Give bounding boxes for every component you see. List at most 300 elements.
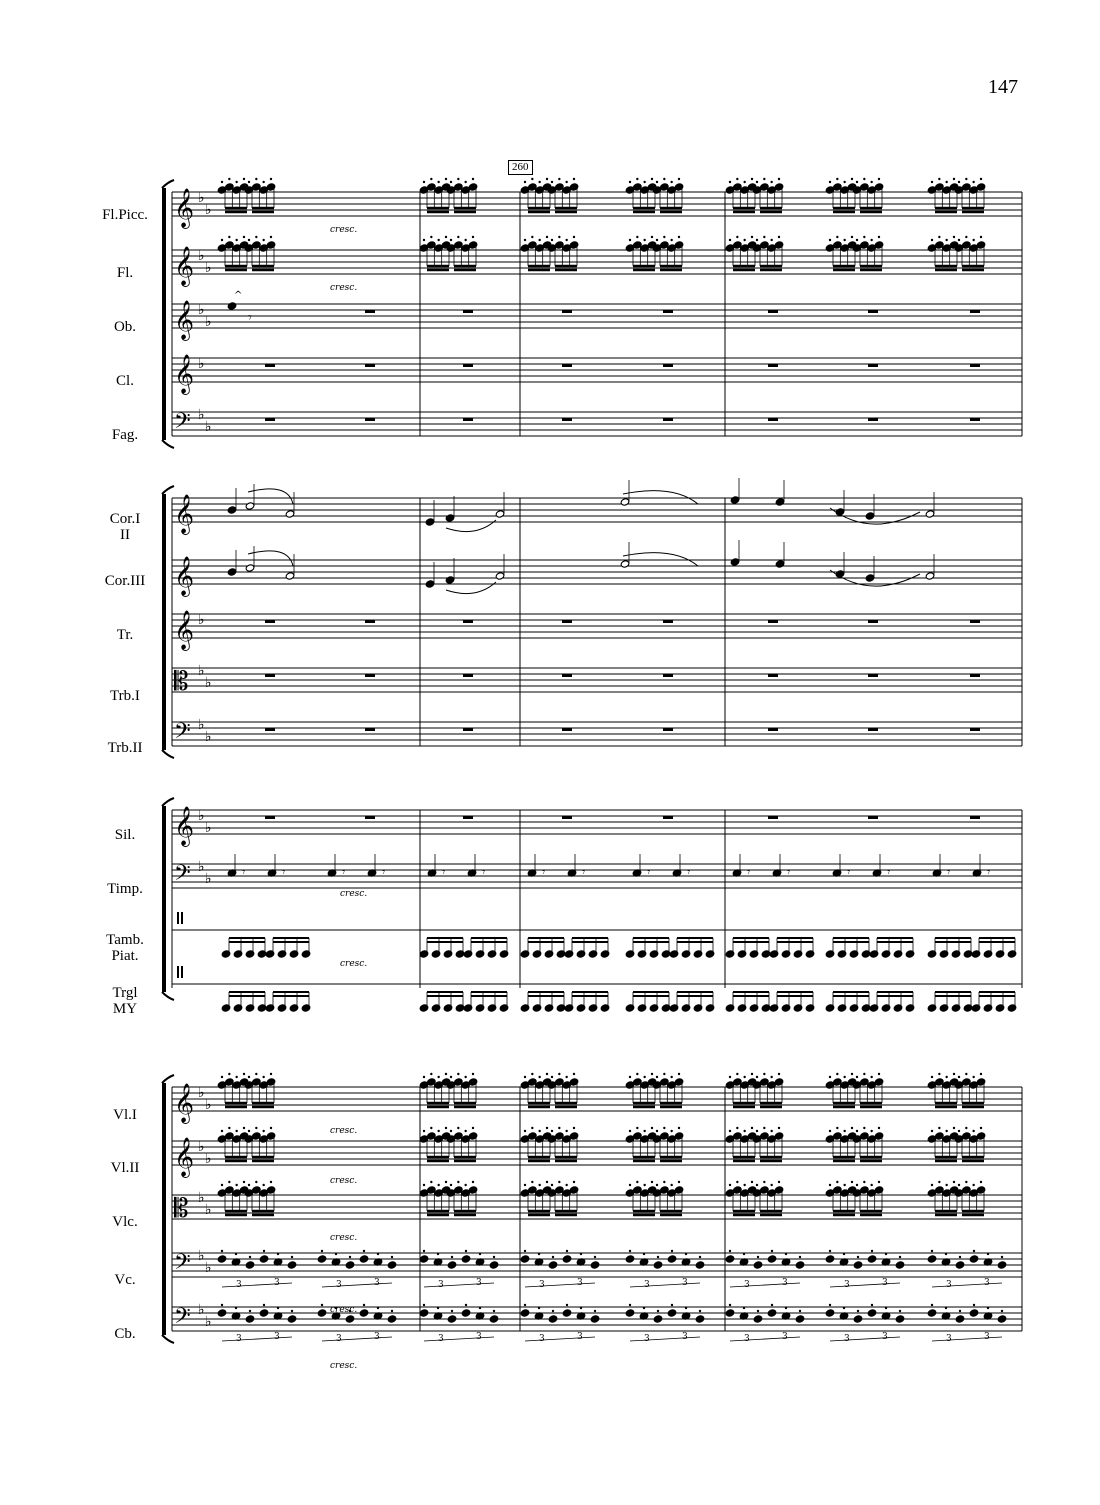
staccato-dot (228, 1073, 230, 1075)
staccato-dot (531, 1073, 533, 1075)
staccato-dot (558, 1127, 560, 1129)
label-tr: Tr. (116, 627, 134, 643)
staff-tr-rest (463, 620, 473, 623)
bass-note (853, 1315, 863, 1323)
staff-fag-rest (868, 418, 878, 421)
triplet-bracket (830, 1337, 900, 1341)
staccato-dot (799, 1256, 801, 1258)
staccato-dot (953, 1181, 955, 1183)
staccato-dot (472, 178, 474, 180)
staccato-dot (651, 1127, 653, 1129)
staccato-dot (391, 1310, 393, 1312)
triplet-number: 3 (844, 1280, 850, 1290)
staff-cor12-note (730, 496, 740, 504)
staff-trb1-rest (562, 674, 572, 677)
staccato-dot (445, 1127, 447, 1129)
staff-tr-rest (970, 620, 980, 623)
staccato-dot (423, 1076, 425, 1078)
staccato-dot (878, 1127, 880, 1129)
staccato-dot (430, 1127, 432, 1129)
staccato-dot (870, 239, 872, 241)
staccato-dot (248, 1076, 250, 1078)
staccato-dot (629, 239, 631, 241)
staccato-dot (221, 1250, 223, 1252)
staccato-dot (743, 181, 745, 183)
bass-note (825, 1309, 835, 1317)
staccato-dot (629, 1304, 631, 1306)
staccato-dot (430, 236, 432, 238)
staff-sil-rest (868, 816, 878, 819)
staccato-dot (756, 1184, 758, 1186)
staccato-dot (524, 1250, 526, 1252)
group-bracket (162, 494, 166, 750)
staccato-dot (524, 1304, 526, 1306)
triplet-number: 3 (539, 1280, 545, 1290)
staccato-dot (851, 236, 853, 238)
label-fag: Fag. (111, 427, 139, 443)
staccato-dot (629, 1130, 631, 1132)
staccato-dot (551, 239, 553, 241)
staccato-dot (885, 1307, 887, 1309)
staccato-dot (255, 236, 257, 238)
staccato-dot (778, 1073, 780, 1075)
staccato-dot (763, 236, 765, 238)
staccato-dot (270, 1127, 272, 1129)
staccato-dot (829, 239, 831, 241)
triplet-number: 3 (844, 1334, 850, 1344)
bracket-hook (162, 486, 174, 494)
staff-sil-rest (970, 816, 980, 819)
staff-trb1-rest (868, 674, 878, 677)
staccato-dot (335, 1253, 337, 1255)
bass-note (625, 1255, 635, 1263)
staccato-dot (450, 181, 452, 183)
bass-note (245, 1315, 255, 1323)
timp-rest: 𝄾 (947, 865, 951, 879)
staccato-dot (423, 1130, 425, 1132)
staccato-dot (437, 239, 439, 241)
staccato-dot (857, 1310, 859, 1312)
staccato-dot (856, 1076, 858, 1078)
staccato-dot (349, 1256, 351, 1258)
staccato-dot (524, 1130, 526, 1132)
staccato-dot (551, 1130, 553, 1132)
group-bracket (162, 1083, 166, 1335)
staccato-dot (663, 178, 665, 180)
staccato-dot (430, 1073, 432, 1075)
staff-cor12-note (925, 510, 935, 518)
staccato-dot (243, 1127, 245, 1129)
staff-trb1-rest (970, 674, 980, 677)
staccato-dot (729, 1250, 731, 1252)
label-ob: Ob. (113, 319, 137, 335)
staccato-dot (836, 1127, 838, 1129)
staff-trb2-rest (365, 728, 375, 731)
staff-trb2-rest (265, 728, 275, 731)
staff-fag-key: ♭ (198, 407, 205, 423)
bass-note (667, 1255, 677, 1263)
staccato-dot (451, 1310, 453, 1312)
staccato-dot (945, 181, 947, 183)
staccato-dot (565, 1076, 567, 1078)
staccato-dot (756, 239, 758, 241)
staccato-dot (870, 1076, 872, 1078)
staff-ob-rest (970, 310, 980, 313)
rehearsal-mark: 260 (508, 160, 533, 175)
bass-note (317, 1255, 327, 1263)
label-tamb: Tamb. Piat. (106, 932, 144, 964)
staccato-dot (756, 181, 758, 183)
triplet-bracket (730, 1283, 800, 1287)
staccato-dot (938, 236, 940, 238)
staccato-dot (450, 239, 452, 241)
group-bracket (162, 188, 166, 440)
staccato-dot (235, 181, 237, 183)
staccato-dot (878, 236, 880, 238)
staccato-dot (243, 178, 245, 180)
triplet-number: 3 (577, 1278, 583, 1288)
staff-ob-rest (562, 310, 572, 313)
staccato-dot (931, 1076, 933, 1078)
staff-tr-rest (365, 620, 375, 623)
staff-sil-rest (265, 816, 275, 819)
staff-cor3-note (445, 576, 455, 584)
staccato-dot (538, 1076, 540, 1078)
staccato-dot (656, 1076, 658, 1078)
staccato-dot (1001, 1256, 1003, 1258)
staccato-dot (277, 1253, 279, 1255)
staccato-dot (771, 1304, 773, 1306)
staccato-dot (524, 239, 526, 241)
staff-vla-clef: 𝄡 (174, 1194, 189, 1224)
label-cor3: Cor.III (104, 573, 146, 589)
bass-note (753, 1261, 763, 1269)
staccato-dot (538, 1130, 540, 1132)
staccato-dot (450, 1076, 452, 1078)
staccato-dot (863, 1181, 865, 1183)
staccato-dot (729, 1076, 731, 1078)
staff-picc-clef: 𝄞 (174, 188, 195, 228)
bass-note (653, 1261, 663, 1269)
staccato-dot (437, 1307, 439, 1309)
staccato-dot (972, 239, 974, 241)
staccato-dot (836, 236, 838, 238)
staccato-dot (953, 1073, 955, 1075)
bass-note (825, 1255, 835, 1263)
staccato-dot (871, 1304, 873, 1306)
staff-cb-key: ♭ (205, 1314, 212, 1330)
staff-trb1-rest (365, 674, 375, 677)
cresc-marking: cresc. (340, 959, 368, 969)
bass-note (217, 1309, 227, 1317)
triplet-bracket (322, 1337, 392, 1341)
bass-note (520, 1255, 530, 1263)
slur (623, 553, 698, 566)
group-bracket (162, 806, 166, 992)
staccato-dot (863, 178, 865, 180)
staccato-dot (778, 1181, 780, 1183)
staccato-dot (423, 181, 425, 183)
bass-note (653, 1315, 663, 1323)
staccato-dot (699, 1256, 701, 1258)
timp-rest: 𝄾 (747, 865, 751, 879)
staccato-dot (464, 239, 466, 241)
bass-note (867, 1255, 877, 1263)
staccato-dot (843, 1307, 845, 1309)
staff-tr-rest (768, 620, 778, 623)
timp-rest: 𝄾 (847, 865, 851, 879)
bass-note (867, 1309, 877, 1317)
staccato-dot (629, 1184, 631, 1186)
staff-trb2-clef: 𝄢 (174, 719, 191, 749)
staccato-dot (945, 239, 947, 241)
triplet-number: 3 (644, 1334, 650, 1344)
staff-vla-key: ♭ (205, 1202, 212, 1218)
staff-timp-clef: 𝄢 (174, 861, 191, 891)
triplet-number: 3 (682, 1332, 688, 1342)
triplet-number: 3 (274, 1332, 280, 1342)
staccato-dot (656, 239, 658, 241)
staccato-dot (670, 181, 672, 183)
staccato-dot (959, 1256, 961, 1258)
triplet-number: 3 (374, 1278, 380, 1288)
staccato-dot (656, 1184, 658, 1186)
staccato-dot (479, 1307, 481, 1309)
staccato-dot (843, 1076, 845, 1078)
bass-note (562, 1255, 572, 1263)
staccato-dot (958, 239, 960, 241)
staccato-dot (262, 1076, 264, 1078)
staccato-dot (657, 1256, 659, 1258)
staccato-dot (636, 1181, 638, 1183)
staccato-dot (743, 1307, 745, 1309)
timp-rest: 𝄾 (987, 865, 991, 879)
bass-note (767, 1309, 777, 1317)
staccato-dot (663, 1127, 665, 1129)
staccato-dot (643, 1184, 645, 1186)
staccato-dot (262, 1184, 264, 1186)
staccato-dot (243, 236, 245, 238)
staccato-dot (228, 1127, 230, 1129)
staccato-dot (636, 1073, 638, 1075)
bass-note (345, 1315, 355, 1323)
bass-note (590, 1261, 600, 1269)
staccato-dot (829, 1076, 831, 1078)
staccato-dot (248, 239, 250, 241)
staccato-dot (878, 178, 880, 180)
staff-trb2-rest (663, 728, 673, 731)
staccato-dot (565, 239, 567, 241)
triplet-number: 3 (946, 1280, 952, 1290)
triplet-number: 3 (946, 1334, 952, 1344)
staccato-dot (778, 1127, 780, 1129)
cresc-marking: cresc. (330, 225, 358, 235)
staccato-dot (885, 1253, 887, 1255)
staccato-dot (558, 178, 560, 180)
triplet-number: 3 (577, 1332, 583, 1342)
staccato-dot (235, 1130, 237, 1132)
staccato-dot (270, 1073, 272, 1075)
slur (248, 551, 293, 566)
staff-cb-clef: 𝄢 (174, 1304, 191, 1334)
staccato-dot (249, 1256, 251, 1258)
staccato-dot (538, 239, 540, 241)
staff-tr-rest (265, 620, 275, 623)
staccato-dot (546, 1127, 548, 1129)
triplet-number: 3 (438, 1334, 444, 1344)
staccato-dot (643, 1130, 645, 1132)
staff-vla-key: ♭ (198, 1190, 205, 1206)
staccato-dot (636, 1127, 638, 1129)
bracket-hook (162, 992, 174, 1000)
cresc-marking: cresc. (330, 1233, 358, 1243)
staff-picc-key: ♭ (205, 202, 212, 218)
staccato-dot (870, 1184, 872, 1186)
staccato-dot (685, 1307, 687, 1309)
staff-fl-key: ♭ (198, 248, 205, 264)
staccato-dot (479, 1253, 481, 1255)
staccato-dot (493, 1256, 495, 1258)
staccato-dot (594, 1256, 596, 1258)
staccato-dot (552, 1256, 554, 1258)
staff-cor3-clef: 𝄞 (174, 556, 195, 596)
staccato-dot (987, 1253, 989, 1255)
staccato-dot (221, 1076, 223, 1078)
staccato-dot (235, 1307, 237, 1309)
staccato-dot (763, 1073, 765, 1075)
staccato-dot (953, 178, 955, 180)
bass-note (625, 1309, 635, 1317)
label-trb1: Trb.I (110, 688, 140, 704)
staccato-dot (980, 1127, 982, 1129)
bass-note (419, 1255, 429, 1263)
staff-trb1-rest (768, 674, 778, 677)
staccato-dot (770, 181, 772, 183)
staccato-dot (423, 239, 425, 241)
label-trb2: Trb.II (107, 740, 143, 756)
staff-cor3-note (227, 568, 237, 576)
staccato-dot (763, 178, 765, 180)
triplet-number: 3 (782, 1332, 788, 1342)
staff-ob-rest (365, 310, 375, 313)
staccato-dot (629, 1076, 631, 1078)
bass-note (520, 1309, 530, 1317)
staccato-dot (899, 1310, 901, 1312)
triplet-number: 3 (236, 1280, 242, 1290)
staccato-dot (953, 236, 955, 238)
staff-tr-key: ♭ (198, 612, 205, 628)
staccato-dot (255, 1127, 257, 1129)
staccato-dot (663, 1073, 665, 1075)
staccato-dot (670, 1076, 672, 1078)
timp-rest: 𝄾 (242, 865, 246, 879)
staccato-dot (736, 1127, 738, 1129)
label-cb: Cb. (114, 1326, 136, 1342)
staccato-dot (829, 1304, 831, 1306)
staff-cl-key: ♭ (198, 356, 205, 372)
triplet-number: 3 (476, 1332, 482, 1342)
bass-note (795, 1261, 805, 1269)
staff-cor12-note (445, 514, 455, 522)
staccato-dot (235, 1076, 237, 1078)
triplet-number: 3 (744, 1334, 750, 1344)
triplet-bracket (630, 1337, 700, 1341)
staccato-dot (565, 181, 567, 183)
staccato-dot (636, 236, 638, 238)
staccato-dot (255, 1181, 257, 1183)
bass-note (969, 1255, 979, 1263)
staccato-dot (651, 236, 653, 238)
staccato-dot (771, 1250, 773, 1252)
timp-rest: 𝄾 (787, 865, 791, 879)
staff-cl-rest (463, 364, 473, 367)
bass-note (287, 1315, 297, 1323)
staccato-dot (763, 1181, 765, 1183)
staff-cor12-note (865, 512, 875, 520)
staff-cor3-note (865, 574, 875, 582)
timp-rest: 𝄾 (582, 865, 586, 879)
staff-vc-clef: 𝄢 (174, 1250, 191, 1280)
staccato-dot (566, 1250, 568, 1252)
staccato-dot (531, 1181, 533, 1183)
staccato-dot (457, 1181, 459, 1183)
bass-note (245, 1261, 255, 1269)
timp-rest: 𝄾 (542, 865, 546, 879)
staff-cl-rest (265, 364, 275, 367)
staff-fl-key: ♭ (205, 260, 212, 276)
staccato-dot (972, 1076, 974, 1078)
staccato-dot (291, 1256, 293, 1258)
bass-note (853, 1261, 863, 1269)
staff-vl1-key: ♭ (198, 1085, 205, 1101)
bass-note (969, 1309, 979, 1317)
staccato-dot (538, 1307, 540, 1309)
staccato-dot (958, 1076, 960, 1078)
bass-note (955, 1261, 965, 1269)
staccato-dot (457, 236, 459, 238)
staff-trb2-rest (768, 728, 778, 731)
triplet-bracket (830, 1283, 900, 1287)
staccato-dot (829, 1130, 831, 1132)
triplet-number: 3 (374, 1332, 380, 1342)
bass-note (695, 1261, 705, 1269)
staff-trb1-clef: 𝄡 (174, 667, 189, 697)
staff-cor12-note (425, 518, 435, 526)
staccato-dot (972, 181, 974, 183)
staff-cor12-note (245, 502, 255, 510)
staccato-dot (938, 178, 940, 180)
staccato-dot (972, 1184, 974, 1186)
staccato-dot (291, 1310, 293, 1312)
staccato-dot (221, 1184, 223, 1186)
staccato-dot (678, 1127, 680, 1129)
staccato-dot (277, 1307, 279, 1309)
staccato-dot (856, 1130, 858, 1132)
staccato-dot (377, 1253, 379, 1255)
staccato-dot (987, 1307, 989, 1309)
staccato-dot (1001, 1310, 1003, 1312)
staccato-dot (657, 1310, 659, 1312)
label-timp: Timp. (107, 881, 143, 897)
cresc-marking: cresc. (330, 283, 358, 293)
staff-cl-rest (868, 364, 878, 367)
staff-ob-note (227, 302, 237, 310)
label-vl1: Vl.I (113, 1107, 137, 1123)
staccato-dot (945, 1130, 947, 1132)
staccato-dot (763, 1127, 765, 1129)
triplet-bracket (525, 1283, 595, 1287)
staccato-dot (836, 1073, 838, 1075)
